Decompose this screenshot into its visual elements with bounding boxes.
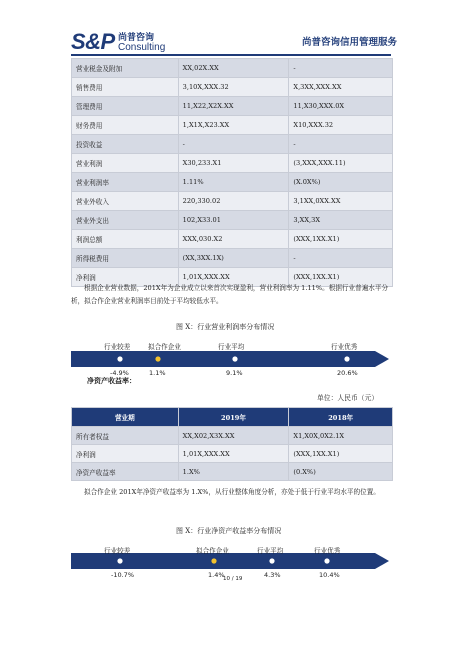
scale-marker-value: 10.4% bbox=[319, 571, 340, 579]
chart-caption-roe: 图 X：行业净资产收益率分布情况 bbox=[176, 527, 282, 535]
scale-marker-dot bbox=[211, 558, 216, 563]
row-label: 营业税金及附加 bbox=[72, 59, 179, 78]
header-2019: 2019年 bbox=[178, 408, 289, 427]
row-value-2019: 1,X1X,X23.XX bbox=[178, 116, 289, 135]
row-label: 财务费用 bbox=[72, 116, 179, 135]
row-label: 管理费用 bbox=[72, 97, 179, 116]
row-value-2019: 102,X33.01 bbox=[178, 211, 289, 230]
header-period: 营业期 bbox=[72, 408, 179, 427]
table-row bbox=[72, 116, 393, 135]
row-value-2019: (XX,3XX.1X) bbox=[178, 249, 289, 268]
row-label: 营业外收入 bbox=[72, 192, 179, 211]
scale-marker-value: 4.3% bbox=[264, 571, 281, 579]
scale-marker-value: 9.1% bbox=[226, 369, 243, 377]
row-value-2018: X,3XX,XXX.XX bbox=[289, 78, 393, 97]
income-statement-table bbox=[71, 58, 393, 287]
scale-marker-value: -4.9% bbox=[110, 369, 129, 377]
scale-marker-label: 行业较差 bbox=[104, 343, 131, 351]
table-row bbox=[72, 445, 393, 463]
row-value-2018: (0.X%) bbox=[289, 463, 393, 481]
scale-marker-value: -10.7% bbox=[111, 571, 134, 579]
table-row bbox=[72, 211, 393, 230]
row-value-2018: (3,XXX,XXX.11) bbox=[289, 154, 393, 173]
row-value-2018: - bbox=[289, 59, 393, 78]
row-value-2019: 11,X22,X2X.XX bbox=[178, 97, 289, 116]
scale-marker-dot bbox=[117, 356, 122, 361]
scale-marker-dot bbox=[324, 558, 329, 563]
row-label: 营业利润 bbox=[72, 154, 179, 173]
row-value-2018: (XXX,1XX.X1) bbox=[289, 230, 393, 249]
row-value-2018: - bbox=[289, 249, 393, 268]
table-row bbox=[72, 78, 393, 97]
row-label: 净资产收益率 bbox=[72, 463, 179, 481]
row-value-2018: - bbox=[289, 135, 393, 154]
table-row bbox=[72, 97, 393, 116]
paragraph-roe: 拟合作企业 201X年净资产收益率为 1.X%，从行业整体角度分析，亦处于低于行业平均水平的位置。 bbox=[84, 488, 380, 496]
scale-marker-label: 行业平均 bbox=[257, 547, 284, 555]
row-value-2018: X10,XXX.32 bbox=[289, 116, 393, 135]
unit-label: 单位：人民币（元） bbox=[317, 394, 379, 402]
table-row bbox=[72, 59, 393, 78]
scale-marker-dot bbox=[269, 558, 274, 563]
row-label: 营业利润率 bbox=[72, 173, 179, 192]
row-value-2019: 1.X% bbox=[178, 463, 289, 481]
row-value-2018: (X.0X%) bbox=[289, 173, 393, 192]
header-title: 尚普咨询信用管理服务 bbox=[302, 37, 398, 48]
roe-section-title: 净资产收益率： bbox=[87, 377, 136, 385]
row-value-2019: XX,X02,X3X.XX bbox=[178, 427, 289, 445]
chart-caption-operating-margin: 图 X：行业营业利润率分布情况 bbox=[176, 323, 275, 331]
scale-marker-dot bbox=[344, 356, 349, 361]
table-row bbox=[72, 173, 393, 192]
row-value-2018: 3,1XX,0XX.XX bbox=[289, 192, 393, 211]
scale-marker-dot bbox=[117, 558, 122, 563]
table-row bbox=[72, 249, 393, 268]
table-row bbox=[72, 463, 393, 481]
row-value-2018: 3,XX,3X bbox=[289, 211, 393, 230]
row-value-2018: (XXX,1XX.X1) bbox=[289, 445, 393, 463]
scale-marker-value: 1.4% bbox=[208, 571, 225, 579]
header-divider bbox=[71, 54, 391, 56]
roe-table bbox=[71, 407, 393, 481]
row-label: 所有者权益 bbox=[72, 427, 179, 445]
row-value-2019: XXX,030.X2 bbox=[178, 230, 289, 249]
row-value-2018: X1,X0X,0X2.1X bbox=[289, 427, 393, 445]
table-row bbox=[72, 230, 393, 249]
logo-chinese-name: 尚普咨询 bbox=[118, 33, 155, 43]
paragraph-operating-margin: 根据企业营业数据，201X年为企业成立以来首次实现盈利，营业利润率为 1.11%。根据行业普遍水平分析，拟合作企业营业利润率目前处于平均较低水平。 bbox=[71, 284, 389, 305]
header-2018: 2018年 bbox=[289, 408, 393, 427]
row-value-2019: 220,330.02 bbox=[178, 192, 289, 211]
row-value-2019: 1,01X,XXX.XX bbox=[178, 268, 289, 287]
scale-marker-dot bbox=[232, 356, 237, 361]
row-label: 利润总额 bbox=[72, 230, 179, 249]
row-value-2019: 3,10X,XXX.32 bbox=[178, 78, 289, 97]
row-value-2019: X30,233.X1 bbox=[178, 154, 289, 173]
scale-marker-label: 行业优秀 bbox=[314, 547, 341, 555]
table-row bbox=[72, 154, 393, 173]
scale-marker-label: 行业平均 bbox=[218, 343, 245, 351]
scale-marker-label: 行业优秀 bbox=[331, 343, 358, 351]
table-row bbox=[72, 192, 393, 211]
scale-marker-dot bbox=[155, 356, 160, 361]
row-label: 营业外支出 bbox=[72, 211, 179, 230]
row-value-2018: (XXX,1XX.X1) bbox=[289, 268, 393, 287]
row-label: 净利润 bbox=[72, 268, 179, 287]
row-value-2018: 11,X30,XXX.0X bbox=[289, 97, 393, 116]
scale-marker-value: 20.6% bbox=[337, 369, 358, 377]
scale-marker-label: 拟合作企业 bbox=[148, 343, 181, 351]
row-label: 所得税费用 bbox=[72, 249, 179, 268]
scale-marker-value: 1.1% bbox=[149, 369, 166, 377]
row-value-2019: 1.11% bbox=[178, 173, 289, 192]
table-row bbox=[72, 427, 393, 445]
row-label: 销售费用 bbox=[72, 78, 179, 97]
row-label: 净利润 bbox=[72, 445, 179, 463]
table-row bbox=[72, 135, 393, 154]
row-value-2019: - bbox=[178, 135, 289, 154]
logo-english-name: Consulting bbox=[118, 42, 166, 53]
scale-marker-label: 行业较差 bbox=[104, 547, 131, 555]
page-number: 10 / 19 bbox=[223, 576, 243, 582]
row-value-2019: 1,01X,XXX.XX bbox=[178, 445, 289, 463]
row-label: 投资收益 bbox=[72, 135, 179, 154]
scale-marker-label: 拟合作企业 bbox=[196, 547, 229, 555]
logo-mark: S&P bbox=[71, 29, 115, 54]
row-value-2019: XX,02X.XX bbox=[178, 59, 289, 78]
